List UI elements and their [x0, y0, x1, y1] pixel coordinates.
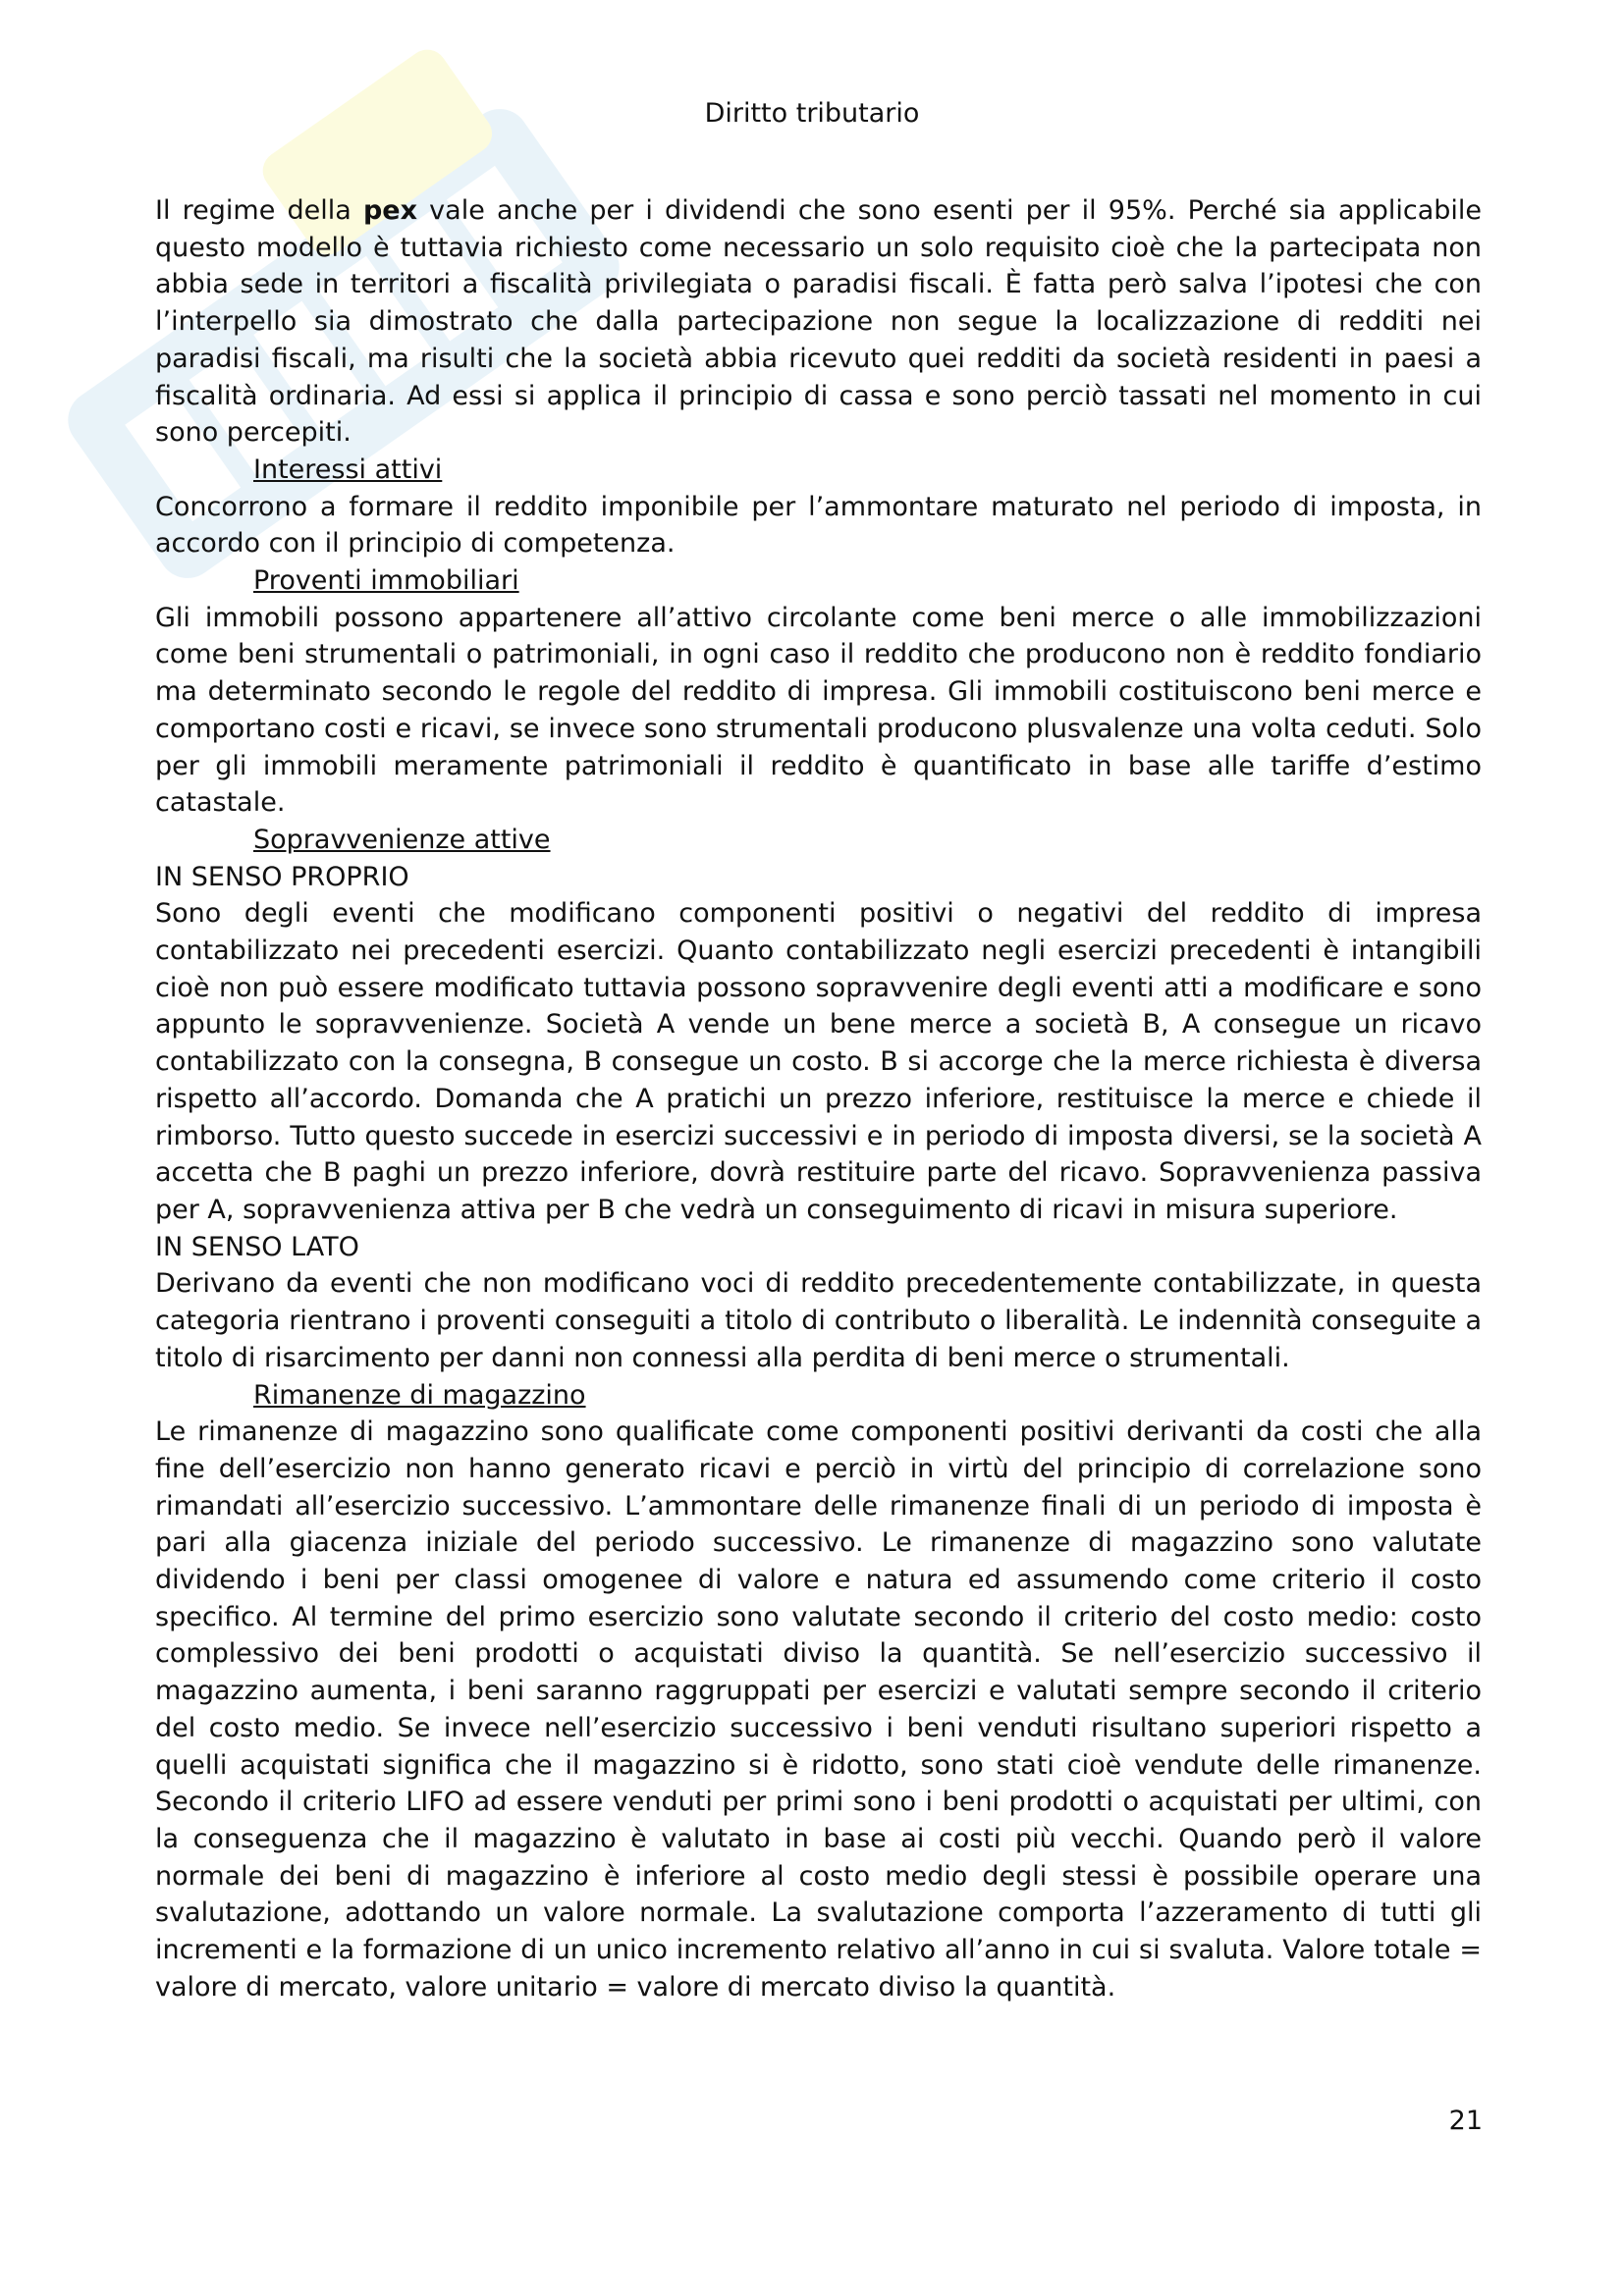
intro-text-before: Il regime della	[155, 195, 363, 226]
paragraph-senso-proprio: Sono degli eventi che modificano componenti positivi o negativi del reddito di impresa contabilizzato nei precedenti esercizi. Quanto contabilizzato negli esercizi precedenti è intangibili cioè non può essere modificato tuttavia possono sopravvenire degli eventi atti a modificare e sono appunto le sopravvenienze. Società A vende un bene merce a società B, A consegue un ricavo contabilizzato con la consegna, B consegue un costo. B si accorge che la merce richiesta è diversa rispetto all’accordo. Domanda che A pratichi un prezzo inferiore, restituisce la merce e chiede il rimborso. Tutto questo succede in esercizi successivi e in periodo di imposta diversi, se la società A accetta che B paghi un prezzo inferiore, dovrà restituire parte del ricavo. Sopravvenienza passiva per A, sopravvenienza attiva per B che vedrà un conseguimento di ricavi in misura superiore.	[155, 898, 1482, 1225]
page-header: Diritto tributario	[704, 98, 920, 129]
label-senso-proprio: IN SENSO PROPRIO	[155, 861, 409, 892]
paragraph-proventi: Gli immobili possono appartenere all’attivo circolante come beni merce o alle immobilizzazioni come beni strumentali o patrimoniali, in ogni caso il reddito che producono non è reddito fondiario ma determinato secondo le regole del reddito di impresa. Gli immobili costituiscono beni merce e comportano costi e ricavi, se invece sono strumentali producono plusvalenze una volta ceduti. Solo per gli immobili meramente patrimoniali il reddito è quantificato in base alle tariffe d’estimo catastale.	[155, 602, 1482, 819]
paragraph-interessi: Concorrono a formare il reddito imponibile per l’ammontare maturato nel periodo di imposta, in accordo con il principio di competenza.	[155, 491, 1482, 560]
section-heading-proventi: Proventi immobiliari	[253, 565, 519, 597]
paragraph-senso-lato: Derivano da eventi che non modificano voci di reddito precedentemente contabilizzate, in questa categoria rientrano i proventi conseguiti a titolo di contributo o liberalità. Le indennità conseguite a titolo di risarcimento per danni non connessi alla perdita di beni merce o strumentali.	[155, 1268, 1482, 1373]
section-heading-interessi: Interessi attivi	[253, 454, 443, 485]
pex-term: pex	[362, 195, 417, 226]
label-senso-lato: IN SENSO LATO	[155, 1231, 359, 1262]
document-body	[155, 192, 1482, 2005]
intro-paragraph	[155, 192, 1482, 452]
page-number: 21	[1448, 2106, 1483, 2136]
intro-text-after: vale anche per i dividendi che sono esenti per il 95%. Perché sia applicabile questo modello è tuttavia richiesto come necessario un solo requisito cioè che la partecipata non abbia sede in territori a fiscalità privilegiata o paradisi fiscali. È fatta però salva l’ipotesi che con l’interpello sia dimostrato che dalla partecipazione non segue la localizzazione di redditi nei paradisi fiscali, ma risulti che la società abbia ricevuto quei redditi da società residenti in paesi a fiscalità ordinaria. Ad essi si applica il principio di cassa e sono perciò tassati nel momento in cui sono percepiti.	[155, 195, 1482, 449]
section-heading-sopravvenienze: Sopravvenienze attive	[253, 824, 551, 855]
paragraph-rimanenze: Le rimanenze di magazzino sono qualificate come componenti positivi derivanti da costi che alla fine dell’esercizio non hanno generato ricavi e perciò in virtù del principio di correlazione sono rimandati all’esercizio successivo. L’ammontare delle rimanenze finali di un periodo di imposta è pari alla giacenza iniziale del periodo successivo. Le rimanenze di magazzino sono valutate dividendo i beni per classi omogenee di valore e natura ed assumendo come criterio il costo specifico. Al termine del primo esercizio sono valutate secondo il criterio del costo medio: costo complessivo dei beni prodotti o acquistati diviso la quantità. Se nell’esercizio successivo il magazzino aumenta, i beni saranno raggruppati per esercizi e valutati sempre secondo il criterio del costo medio. Se invece nell’esercizio successivo i beni venduti risultano superiori rispetto a quelli acquistati significa che il magazzino si è ridotto, sono stati cioè vendute delle rimanenze. Secondo il criterio LIFO ad essere venduti per primi sono i beni prodotti o acquistati per ultimi, con la conseguenza che il magazzino è valutato in base ai costi più vecchi. Quando però il valore normale dei beni di magazzino è inferiore al costo medio degli stessi è possibile operare una svalutazione, adottando un valore normale. La svalutazione comporta l’azzeramento di tutti gli incrementi e la formazione di un unico incremento relativo all’anno in cui si svaluta. Valore totale = valore di mercato, valore unitario = valore di mercato diviso la quantità.	[155, 1416, 1482, 2002]
section-heading-rimanenze: Rimanenze di magazzino	[253, 1379, 586, 1411]
